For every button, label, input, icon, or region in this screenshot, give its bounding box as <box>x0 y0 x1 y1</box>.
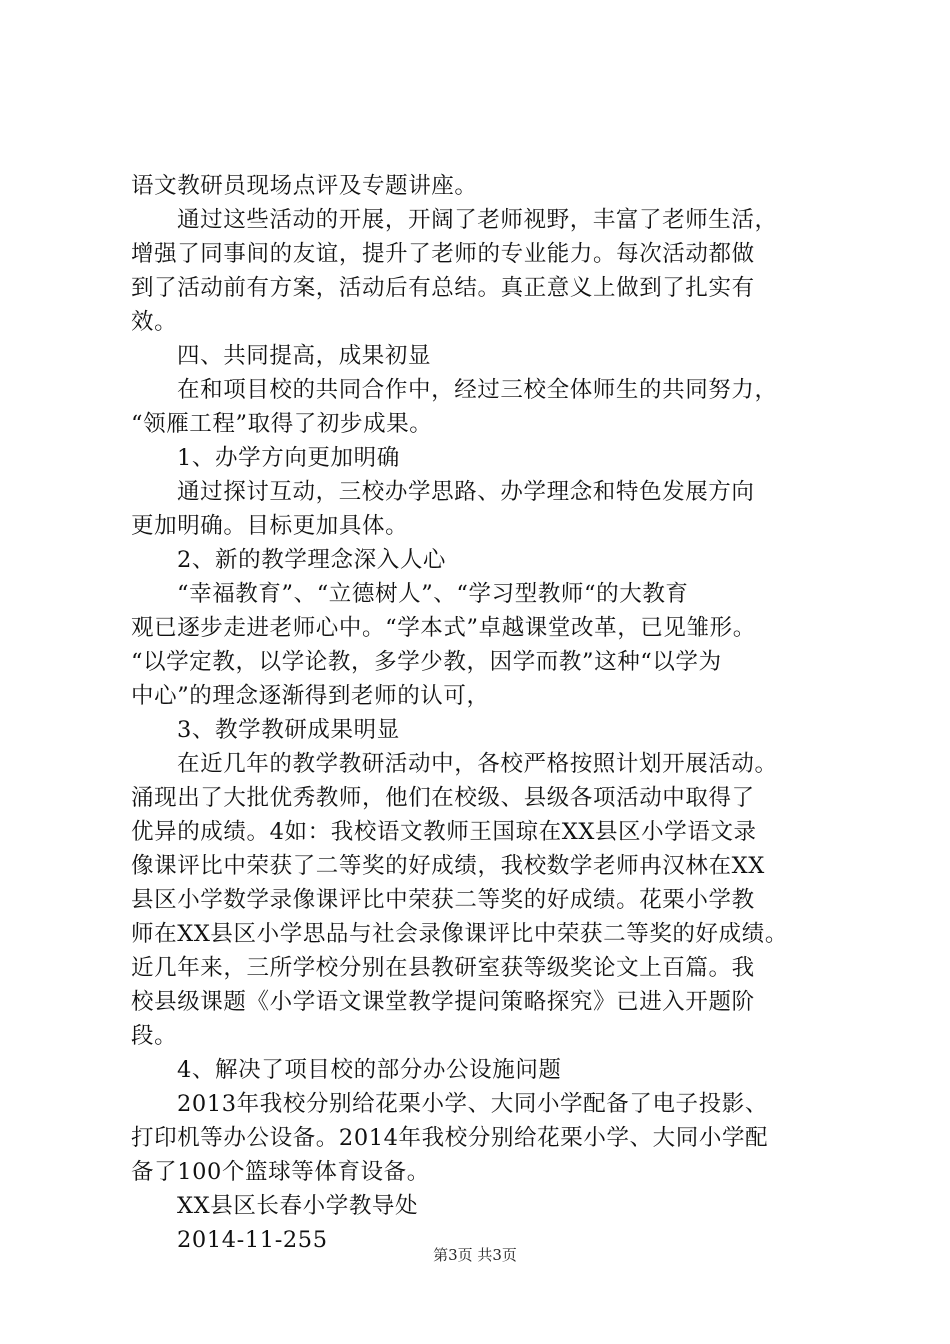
text-line: 像课评比中荣获了二等奖的好成绩，我校数学老师冉汉林在XX <box>131 853 765 879</box>
text-line: 1、办学方向更加明确 <box>177 445 400 471</box>
text-line: 校县级课题《小学语文课堂教学提问策略探究》已进入开题阶 <box>131 989 755 1015</box>
text-line: “以学定教，以学论教，多学少教，因学而教”这种“以学为 <box>131 649 722 675</box>
text-line: 县区小学数学录像课评比中荣获二等奖的好成绩。花栗小学教 <box>131 887 755 913</box>
text-line: “领雁工程”取得了初步成果。 <box>131 411 433 437</box>
text-line: 2014-11-255 <box>177 1227 328 1253</box>
text-line: 四、共同提高，成果初显 <box>177 343 432 369</box>
text-line: 中心”的理念逐渐得到老师的认可， <box>131 683 490 709</box>
text-line: 优异的成绩。4如：我校语文教师王国琼在XX县区小学语文录 <box>131 819 757 845</box>
text-line: 在和项目校的共同合作中，经过三校全体师生的共同努力， <box>177 377 778 403</box>
text-line: 增强了同事间的友谊，提升了老师的专业能力。每次活动都做 <box>131 241 755 267</box>
document-body <box>131 169 851 1257</box>
text-line: 4、解决了项目校的部分办公设施问题 <box>177 1057 562 1083</box>
text-line: 3、教学教研成果明显 <box>177 717 400 743</box>
text-line: 2、新的教学理念深入人心 <box>177 547 447 573</box>
text-line: 通过探讨互动，三校办学思路、办学理念和特色发展方向 <box>177 479 755 505</box>
text-line: 更加明确。目标更加具体。 <box>131 513 409 539</box>
text-line: 师在XX县区小学思品与社会录像课评比中荣获二等奖的好成绩。 <box>131 921 788 947</box>
text-line: 语文教研员现场点评及专题讲座。 <box>131 173 478 199</box>
text-line: 通过这些活动的开展，开阔了老师视野，丰富了老师生活， <box>177 207 778 233</box>
text-line: 备了100个篮球等体育设备。 <box>131 1159 430 1185</box>
text-line: 近几年来，三所学校分别在县教研室获等级奖论文上百篇。我 <box>131 955 755 981</box>
text-line: 效。 <box>131 309 178 335</box>
text-line: “幸福教育”、“立德树人”、“学习型教师“的大教育 <box>177 581 689 607</box>
page-footer: 第3页 共3页 <box>433 1246 517 1264</box>
text-line: 在近几年的教学教研活动中，各校严格按照计划开展活动。 <box>177 751 778 777</box>
text-line: 打印机等办公设备。2014年我校分别给花栗小学、大同小学配 <box>131 1125 769 1151</box>
text-line: XX县区长春小学教导处 <box>177 1193 419 1219</box>
text-line: 段。 <box>131 1023 178 1049</box>
text-line: 涌现出了大批优秀教师，他们在校级、县级各项活动中取得了 <box>131 785 755 811</box>
text-line: 2013年我校分别给花栗小学、大同小学配备了电子投影、 <box>177 1091 768 1117</box>
text-line: 到了活动前有方案，活动后有总结。真正意义上做到了扎实有 <box>131 275 755 301</box>
text-line: 观已逐步走进老师心中。“学本式”卓越课堂改革，已见雏形。 <box>131 615 756 641</box>
